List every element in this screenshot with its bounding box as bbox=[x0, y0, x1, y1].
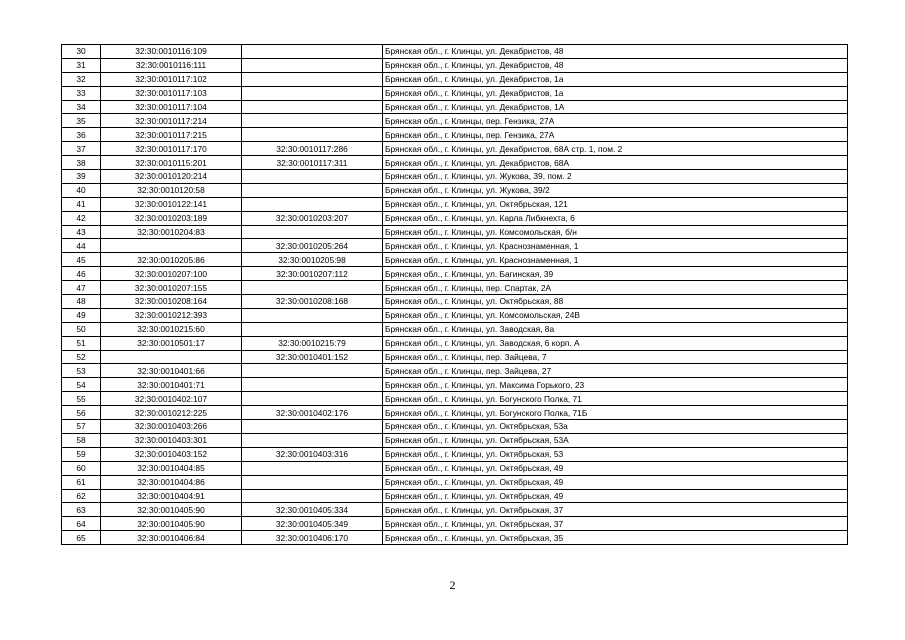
cadastral-number-2-cell bbox=[242, 72, 383, 86]
cadastral-number-2-cell bbox=[242, 58, 383, 72]
address-cell: Брянская обл., г. Клинцы, пер. Гензика, 27А bbox=[383, 114, 848, 128]
cadastral-number-cell: 32:30:0010212:225 bbox=[101, 406, 242, 420]
property-table bbox=[61, 44, 848, 545]
address-cell: Брянская обл., г. Клинцы, ул. Декабристов, 1а bbox=[383, 86, 848, 100]
table-row bbox=[62, 211, 848, 225]
row-number-cell: 60 bbox=[62, 461, 101, 475]
address-cell: Брянская обл., г. Клинцы, ул. Комсомольская, 24В bbox=[383, 308, 848, 322]
address-cell: Брянская обл., г. Клинцы, ул. Декабристов, 1А bbox=[383, 100, 848, 114]
cadastral-number-2-cell: 32:30:0010402:176 bbox=[242, 406, 383, 420]
table-row bbox=[62, 225, 848, 239]
table-row bbox=[62, 267, 848, 281]
cadastral-number-cell: 32:30:0010402:107 bbox=[101, 392, 242, 406]
row-number-cell: 42 bbox=[62, 211, 101, 225]
cadastral-number-cell: 32:30:0010403:152 bbox=[101, 447, 242, 461]
cadastral-number-cell bbox=[101, 350, 242, 364]
table-row bbox=[62, 392, 848, 406]
cadastral-number-cell: 32:30:0010215:60 bbox=[101, 322, 242, 336]
row-number-cell: 49 bbox=[62, 308, 101, 322]
row-number-cell: 57 bbox=[62, 420, 101, 434]
table-row bbox=[62, 517, 848, 531]
table-row bbox=[62, 281, 848, 295]
table-row bbox=[62, 197, 848, 211]
address-cell: Брянская обл., г. Клинцы, ул. Максима Горького, 23 bbox=[383, 378, 848, 392]
cadastral-number-cell: 32:30:0010117:215 bbox=[101, 128, 242, 142]
address-cell: Брянская обл., г. Клинцы, ул. Заводская, 6 корп. А bbox=[383, 336, 848, 350]
row-number-cell: 54 bbox=[62, 378, 101, 392]
table-row bbox=[62, 295, 848, 309]
table-row bbox=[62, 156, 848, 170]
table-row bbox=[62, 100, 848, 114]
cadastral-number-2-cell bbox=[242, 114, 383, 128]
address-cell: Брянская обл., г. Клинцы, ул. Заводская, 8а bbox=[383, 322, 848, 336]
cadastral-number-cell: 32:30:0010207:100 bbox=[101, 267, 242, 281]
cadastral-number-2-cell bbox=[242, 281, 383, 295]
cadastral-number-2-cell bbox=[242, 100, 383, 114]
row-number-cell: 39 bbox=[62, 170, 101, 184]
cadastral-number-cell: 32:30:0010403:266 bbox=[101, 420, 242, 434]
cadastral-number-cell: 32:30:0010404:86 bbox=[101, 475, 242, 489]
address-cell: Брянская обл., г. Клинцы, ул. Комсомольская, б/н bbox=[383, 225, 848, 239]
cadastral-number-2-cell: 32:30:0010405:334 bbox=[242, 503, 383, 517]
cadastral-number-cell: 32:30:0010405:90 bbox=[101, 517, 242, 531]
cadastral-number-cell: 32:30:0010116:111 bbox=[101, 58, 242, 72]
cadastral-number-cell: 32:30:0010212:393 bbox=[101, 308, 242, 322]
cadastral-number-2-cell: 32:30:0010208:168 bbox=[242, 295, 383, 309]
cadastral-number-cell: 32:30:0010401:71 bbox=[101, 378, 242, 392]
cadastral-number-cell: 32:30:0010208:164 bbox=[101, 295, 242, 309]
table-row bbox=[62, 336, 848, 350]
row-number-cell: 40 bbox=[62, 183, 101, 197]
table-row bbox=[62, 378, 848, 392]
cadastral-number-2-cell bbox=[242, 378, 383, 392]
row-number-cell: 38 bbox=[62, 156, 101, 170]
table-row bbox=[62, 447, 848, 461]
row-number-cell: 35 bbox=[62, 114, 101, 128]
address-cell: Брянская обл., г. Клинцы, ул. Краснознаменная, 1 bbox=[383, 253, 848, 267]
cadastral-number-2-cell: 32:30:0010406:170 bbox=[242, 531, 383, 545]
table-row bbox=[62, 72, 848, 86]
address-cell: Брянская обл., г. Клинцы, ул. Октябрьская, 49 bbox=[383, 489, 848, 503]
address-cell: Брянская обл., г. Клинцы, ул. Октябрьская, 53а bbox=[383, 420, 848, 434]
cadastral-number-2-cell bbox=[242, 433, 383, 447]
table-body bbox=[62, 45, 848, 545]
row-number-cell: 53 bbox=[62, 364, 101, 378]
cadastral-number-2-cell: 32:30:0010403:316 bbox=[242, 447, 383, 461]
row-number-cell: 55 bbox=[62, 392, 101, 406]
cadastral-number-2-cell: 32:30:0010405:349 bbox=[242, 517, 383, 531]
address-cell: Брянская обл., г. Клинцы, ул. Декабристов, 1а bbox=[383, 72, 848, 86]
cadastral-number-cell: 32:30:0010404:91 bbox=[101, 489, 242, 503]
row-number-cell: 50 bbox=[62, 322, 101, 336]
cadastral-number-2-cell bbox=[242, 420, 383, 434]
cadastral-number-cell: 32:30:0010403:301 bbox=[101, 433, 242, 447]
table-row bbox=[62, 350, 848, 364]
address-cell: Брянская обл., г. Клинцы, ул. Богунского Полка, 71 bbox=[383, 392, 848, 406]
table-row bbox=[62, 475, 848, 489]
cadastral-number-2-cell bbox=[242, 170, 383, 184]
address-cell: Брянская обл., г. Клинцы, ул. Карла Либкнехта, 6 bbox=[383, 211, 848, 225]
cadastral-number-cell: 32:30:0010117:170 bbox=[101, 142, 242, 156]
row-number-cell: 30 bbox=[62, 45, 101, 59]
address-cell: Брянская обл., г. Клинцы, ул. Багинская, 39 bbox=[383, 267, 848, 281]
table-row bbox=[62, 420, 848, 434]
cadastral-number-2-cell bbox=[242, 392, 383, 406]
address-cell: Брянская обл., г. Клинцы, ул. Октябрьская, 37 bbox=[383, 517, 848, 531]
table-row bbox=[62, 503, 848, 517]
cadastral-number-2-cell bbox=[242, 225, 383, 239]
table-row bbox=[62, 128, 848, 142]
table-row bbox=[62, 239, 848, 253]
cadastral-number-2-cell bbox=[242, 308, 383, 322]
table-row bbox=[62, 461, 848, 475]
table-row bbox=[62, 322, 848, 336]
address-cell: Брянская обл., г. Клинцы, ул. Октябрьская, 49 bbox=[383, 475, 848, 489]
row-number-cell: 48 bbox=[62, 295, 101, 309]
row-number-cell: 41 bbox=[62, 197, 101, 211]
row-number-cell: 47 bbox=[62, 281, 101, 295]
cadastral-number-2-cell bbox=[242, 489, 383, 503]
row-number-cell: 51 bbox=[62, 336, 101, 350]
cadastral-number-cell: 32:30:0010204:83 bbox=[101, 225, 242, 239]
address-cell: Брянская обл., г. Клинцы, ул. Краснознаменная, 1 bbox=[383, 239, 848, 253]
address-cell: Брянская обл., г. Клинцы, ул. Богунского Полка, 71Б bbox=[383, 406, 848, 420]
address-cell: Брянская обл., г. Клинцы, ул. Октябрьская, 37 bbox=[383, 503, 848, 517]
cadastral-number-cell: 32:30:0010205:86 bbox=[101, 253, 242, 267]
cadastral-number-2-cell: 32:30:0010117:311 bbox=[242, 156, 383, 170]
table-row bbox=[62, 253, 848, 267]
address-cell: Брянская обл., г. Клинцы, ул. Октябрьская, 49 bbox=[383, 461, 848, 475]
table-row bbox=[62, 406, 848, 420]
cadastral-number-cell: 32:30:0010116:109 bbox=[101, 45, 242, 59]
address-cell: Брянская обл., г. Клинцы, ул. Октябрьская, 53 bbox=[383, 447, 848, 461]
cadastral-number-cell: 32:30:0010120:214 bbox=[101, 170, 242, 184]
cadastral-number-2-cell: 32:30:0010207:112 bbox=[242, 267, 383, 281]
row-number-cell: 59 bbox=[62, 447, 101, 461]
cadastral-number-2-cell: 32:30:0010215:79 bbox=[242, 336, 383, 350]
address-cell: Брянская обл., г. Клинцы, ул. Октябрьская, 121 bbox=[383, 197, 848, 211]
cadastral-number-cell: 32:30:0010404:85 bbox=[101, 461, 242, 475]
table-row bbox=[62, 170, 848, 184]
address-cell: Брянская обл., г. Клинцы, ул. Декабристов, 68А стр. 1, пом. 2 bbox=[383, 142, 848, 156]
row-number-cell: 33 bbox=[62, 86, 101, 100]
address-cell: Брянская обл., г. Клинцы, ул. Декабристов, 48 bbox=[383, 45, 848, 59]
address-cell: Брянская обл., г. Клинцы, ул. Октябрьская, 35 bbox=[383, 531, 848, 545]
cadastral-number-2-cell: 32:30:0010117:286 bbox=[242, 142, 383, 156]
table-row bbox=[62, 364, 848, 378]
table-row bbox=[62, 183, 848, 197]
table-row bbox=[62, 308, 848, 322]
row-number-cell: 58 bbox=[62, 433, 101, 447]
cadastral-number-2-cell: 32:30:0010401:152 bbox=[242, 350, 383, 364]
cadastral-number-2-cell bbox=[242, 86, 383, 100]
row-number-cell: 56 bbox=[62, 406, 101, 420]
table-row bbox=[62, 531, 848, 545]
address-cell: Брянская обл., г. Клинцы, ул. Жукова, 39, пом. 2 bbox=[383, 170, 848, 184]
cadastral-number-cell: 32:30:0010120:58 bbox=[101, 183, 242, 197]
address-cell: Брянская обл., г. Клинцы, ул. Октябрьская, 53А bbox=[383, 433, 848, 447]
row-number-cell: 46 bbox=[62, 267, 101, 281]
cadastral-number-cell: 32:30:0010203:189 bbox=[101, 211, 242, 225]
address-cell: Брянская обл., г. Клинцы, ул. Жукова, 39/2 bbox=[383, 183, 848, 197]
row-number-cell: 45 bbox=[62, 253, 101, 267]
table-row bbox=[62, 142, 848, 156]
address-cell: Брянская обл., г. Клинцы, пер. Спартак, 2А bbox=[383, 281, 848, 295]
cadastral-number-cell: 32:30:0010117:104 bbox=[101, 100, 242, 114]
cadastral-number-cell: 32:30:0010501:17 bbox=[101, 336, 242, 350]
row-number-cell: 31 bbox=[62, 58, 101, 72]
cadastral-number-cell: 32:30:0010117:103 bbox=[101, 86, 242, 100]
address-cell: Брянская обл., г. Клинцы, ул. Декабристов, 68А bbox=[383, 156, 848, 170]
address-cell: Брянская обл., г. Клинцы, пер. Зайцева, 27 bbox=[383, 364, 848, 378]
address-cell: Брянская обл., г. Клинцы, пер. Гензика, 27А bbox=[383, 128, 848, 142]
cadastral-number-cell: 32:30:0010207:155 bbox=[101, 281, 242, 295]
cadastral-number-cell bbox=[101, 239, 242, 253]
cadastral-number-2-cell: 32:30:0010203:207 bbox=[242, 211, 383, 225]
table-row bbox=[62, 58, 848, 72]
table-row bbox=[62, 45, 848, 59]
table-row bbox=[62, 433, 848, 447]
cadastral-number-cell: 32:30:0010122:141 bbox=[101, 197, 242, 211]
row-number-cell: 65 bbox=[62, 531, 101, 545]
address-cell: Брянская обл., г. Клинцы, пер. Зайцева, 7 bbox=[383, 350, 848, 364]
cadastral-number-2-cell bbox=[242, 475, 383, 489]
cadastral-number-2-cell bbox=[242, 322, 383, 336]
address-cell: Брянская обл., г. Клинцы, ул. Октябрьская, 88 bbox=[383, 295, 848, 309]
cadastral-number-cell: 32:30:0010405:90 bbox=[101, 503, 242, 517]
cadastral-number-cell: 32:30:0010115:201 bbox=[101, 156, 242, 170]
row-number-cell: 64 bbox=[62, 517, 101, 531]
cadastral-number-2-cell bbox=[242, 461, 383, 475]
cadastral-number-2-cell bbox=[242, 364, 383, 378]
table-row bbox=[62, 114, 848, 128]
cadastral-number-cell: 32:30:0010117:214 bbox=[101, 114, 242, 128]
row-number-cell: 52 bbox=[62, 350, 101, 364]
row-number-cell: 36 bbox=[62, 128, 101, 142]
row-number-cell: 44 bbox=[62, 239, 101, 253]
table-row bbox=[62, 489, 848, 503]
row-number-cell: 63 bbox=[62, 503, 101, 517]
row-number-cell: 37 bbox=[62, 142, 101, 156]
table-row bbox=[62, 86, 848, 100]
cadastral-number-2-cell: 32:30:0010205:98 bbox=[242, 253, 383, 267]
row-number-cell: 34 bbox=[62, 100, 101, 114]
cadastral-number-cell: 32:30:0010401:66 bbox=[101, 364, 242, 378]
cadastral-number-cell: 32:30:0010117:102 bbox=[101, 72, 242, 86]
row-number-cell: 43 bbox=[62, 225, 101, 239]
cadastral-number-2-cell bbox=[242, 45, 383, 59]
row-number-cell: 32 bbox=[62, 72, 101, 86]
cadastral-number-2-cell bbox=[242, 183, 383, 197]
address-cell: Брянская обл., г. Клинцы, ул. Декабристов, 48 bbox=[383, 58, 848, 72]
row-number-cell: 61 bbox=[62, 475, 101, 489]
cadastral-number-2-cell: 32:30:0010205:264 bbox=[242, 239, 383, 253]
cadastral-number-cell: 32:30:0010406:84 bbox=[101, 531, 242, 545]
row-number-cell: 62 bbox=[62, 489, 101, 503]
cadastral-number-2-cell bbox=[242, 197, 383, 211]
cadastral-number-2-cell bbox=[242, 128, 383, 142]
page-number: 2 bbox=[449, 578, 456, 592]
